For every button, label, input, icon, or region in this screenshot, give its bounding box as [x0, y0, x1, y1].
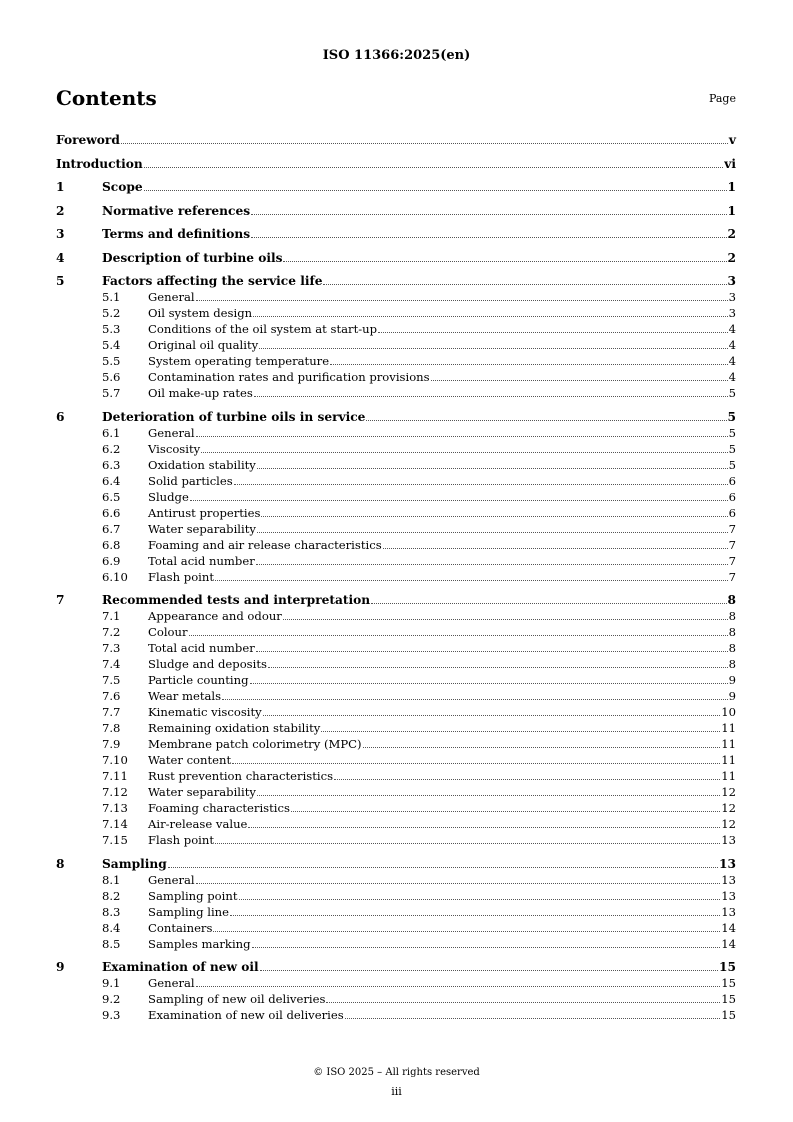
toc-entry-page: 12	[721, 801, 736, 815]
toc-entry-subclause[interactable]	[56, 424, 736, 440]
toc-entry-label: Antirust properties	[148, 505, 261, 520]
page-column-label: Page	[708, 92, 736, 105]
copyright-footer: © ISO 2025 – All rights reserved	[313, 1067, 480, 1078]
toc-entry-page: 4	[728, 338, 736, 352]
toc-entry-label: System operating temperature	[148, 354, 330, 368]
toc-entry-number: 8	[56, 856, 65, 871]
dot-leader	[250, 683, 728, 684]
dot-leader	[190, 500, 728, 501]
dot-leader	[213, 931, 720, 932]
toc-entry-label: Sampling	[102, 856, 167, 871]
toc-entry-number: 7.3	[102, 641, 121, 655]
toc-entry-page: 11	[721, 753, 736, 767]
toc-entry-page: 7	[728, 521, 736, 536]
toc-entry-number: 6.2	[102, 441, 121, 456]
toc-entry-page: 6	[728, 489, 736, 504]
dot-leader	[251, 214, 726, 215]
toc-entry-page: 14	[721, 920, 736, 935]
toc-entry-subclause[interactable]	[56, 671, 736, 687]
toc-entry-number: 8.5	[102, 936, 121, 951]
toc-entry-page: 7	[728, 537, 736, 552]
toc-entry-number: 7.5	[102, 673, 121, 687]
toc-entry-label: Foreword	[56, 133, 120, 147]
dot-leader	[431, 380, 728, 381]
toc-entry-page: 2	[727, 227, 736, 241]
dot-leader	[263, 715, 721, 716]
toc-entry-page: 13	[721, 888, 736, 903]
toc-entry-page: 11	[721, 769, 736, 783]
dot-leader	[256, 564, 728, 565]
toc-entry-label: General	[148, 872, 195, 887]
toc-entry-number: 7.4	[102, 657, 121, 671]
toc-entry-label: Water separability	[148, 785, 256, 799]
toc-entry-subclause[interactable]	[56, 719, 736, 735]
toc-entry-label: Oil make-up rates	[148, 386, 253, 400]
toc-entry-number: 6.7	[102, 521, 121, 536]
toc-entry-label: Sampling line	[148, 904, 230, 919]
toc-entry-page: 1	[727, 203, 736, 218]
toc-entry-number: 7.1	[102, 609, 121, 623]
toc-entry-subclause[interactable]	[56, 456, 736, 472]
toc-entry-clause[interactable]	[56, 854, 736, 871]
toc-entry-number: 7.15	[102, 833, 128, 847]
toc-entry-page: 13	[721, 904, 736, 919]
toc-entry-subclause[interactable]	[56, 1006, 736, 1022]
toc-entry-page: 5	[727, 409, 736, 424]
toc-entry-subclause[interactable]	[56, 488, 736, 504]
toc-entry-subclause[interactable]	[56, 368, 736, 384]
dot-leader	[363, 747, 721, 748]
toc-entry-number: 7.8	[102, 721, 121, 735]
toc-entry-clause[interactable]	[56, 154, 736, 171]
toc-entry-number: 2	[56, 203, 65, 218]
toc-entry-number: 5.7	[102, 386, 121, 400]
toc-entry-subclause[interactable]	[56, 799, 736, 815]
toc-entry-label: Sampling of new oil deliveries	[148, 992, 326, 1006]
toc-entry-number: 8.2	[102, 888, 121, 903]
dot-leader	[366, 420, 726, 421]
dot-leader	[321, 731, 720, 732]
dot-leader	[251, 237, 726, 238]
toc-entry-page: 6	[728, 473, 736, 488]
toc-entry-number: 6.4	[102, 473, 121, 488]
toc-entry-label: Containers	[148, 920, 213, 935]
dot-leader	[257, 532, 728, 533]
toc-entry-label: Membrane patch colorimetry (MPC)	[148, 737, 362, 751]
toc-entry-clause[interactable]	[56, 177, 736, 194]
dot-leader	[144, 167, 723, 168]
toc-entry-label: Contamination rates and purification provisions	[148, 370, 430, 384]
toc-entry-page: 5	[728, 457, 736, 472]
toc-entry-subclause[interactable]	[56, 568, 736, 584]
toc-entry-number: 6.5	[102, 489, 121, 504]
toc-entry-page: 9	[728, 673, 736, 687]
dot-leader	[261, 516, 727, 517]
toc-entry-subclause[interactable]	[56, 639, 736, 655]
dot-leader	[283, 619, 728, 620]
toc-entry-page: 6	[728, 505, 736, 520]
toc-entry-clause[interactable]	[56, 130, 736, 147]
toc-entry-clause[interactable]	[56, 271, 736, 288]
toc-entry-page: 8	[728, 609, 736, 623]
table-of-contents	[56, 130, 736, 1022]
dot-leader	[121, 143, 728, 144]
toc-entry-number: 6.6	[102, 505, 121, 520]
toc-entry-page: 15	[721, 1008, 736, 1022]
toc-entry-page: 9	[728, 689, 736, 703]
toc-entry-number: 6.10	[102, 569, 128, 584]
toc-entry-label: Flash point	[148, 569, 215, 584]
toc-entry-label: Examination of new oil	[102, 960, 259, 974]
toc-entry-number: 7.13	[102, 801, 128, 815]
toc-entry-label: Rust prevention characteristics	[148, 769, 334, 783]
dot-leader	[326, 1002, 720, 1003]
dot-leader	[257, 795, 720, 796]
dot-leader	[232, 763, 720, 764]
dot-leader	[291, 811, 720, 812]
toc-entry-number: 6.3	[102, 457, 121, 472]
toc-entry-page: 11	[721, 737, 736, 751]
toc-entry-page: 8	[728, 657, 736, 671]
dot-leader	[196, 300, 728, 301]
dot-leader	[345, 1018, 721, 1019]
toc-entry-subclause[interactable]	[56, 472, 736, 488]
toc-entry-label: Original oil quality	[148, 338, 259, 352]
toc-entry-label: Wear metals	[148, 689, 222, 703]
toc-entry-page: 3	[728, 290, 736, 304]
toc-entry-label: Foaming characteristics	[148, 801, 290, 815]
toc-entry-page: 12	[721, 817, 736, 831]
toc-entry-label: Sludge	[148, 489, 189, 504]
toc-entry-subclause[interactable]	[56, 903, 736, 919]
document-header: ISO 11366:2025(en)	[322, 48, 471, 63]
toc-entry-number: 3	[56, 227, 65, 241]
toc-entry-subclause[interactable]	[56, 815, 736, 831]
toc-entry-number: 5	[56, 274, 65, 288]
toc-entry-number: 6.1	[102, 425, 121, 440]
toc-entry-label: Description of turbine oils	[102, 250, 283, 265]
page-title: Contents	[56, 86, 157, 110]
dot-leader	[230, 915, 720, 916]
toc-entry-page: 8	[728, 641, 736, 655]
toc-entry-subclause[interactable]	[56, 831, 736, 847]
toc-entry-label: Water separability	[148, 521, 256, 536]
toc-entry-number: 7.9	[102, 737, 121, 751]
dot-leader	[168, 867, 718, 868]
toc-entry-clause[interactable]	[56, 224, 736, 241]
toc-entry-subclause[interactable]	[56, 288, 736, 304]
toc-entry-subclause[interactable]	[56, 919, 736, 935]
toc-entry-subclause[interactable]	[56, 504, 736, 520]
toc-entry-page: 5	[728, 441, 736, 456]
toc-entry-number: 8.1	[102, 872, 121, 887]
toc-entry-subclause[interactable]	[56, 751, 736, 767]
toc-entry-number: 7.6	[102, 689, 121, 703]
toc-entry-subclause[interactable]	[56, 974, 736, 990]
toc-entry-subclause[interactable]	[56, 336, 736, 352]
toc-entry-label: General	[148, 290, 195, 304]
toc-entry-page: 10	[721, 705, 736, 719]
dot-leader	[239, 899, 721, 900]
dot-leader	[257, 468, 728, 469]
toc-entry-label: Viscosity	[148, 441, 201, 456]
toc-entry-number: 5.1	[102, 290, 121, 304]
toc-entry-page: 15	[719, 960, 736, 974]
dot-leader	[196, 436, 728, 437]
toc-entry-number: 7.10	[102, 753, 128, 767]
dot-leader	[201, 452, 727, 453]
dot-leader	[144, 190, 727, 191]
toc-entry-label: Terms and definitions	[102, 227, 251, 241]
toc-entry-page: 12	[721, 785, 736, 799]
toc-entry-page: 4	[728, 354, 736, 368]
toc-entry-subclause[interactable]	[56, 623, 736, 639]
toc-entry-clause[interactable]	[56, 957, 736, 974]
toc-entry-subclause[interactable]	[56, 990, 736, 1006]
toc-entry-page: 8	[728, 625, 736, 639]
toc-entry-label: Colour	[148, 625, 188, 639]
toc-entry-number: 7.11	[102, 769, 128, 783]
toc-entry-label: Kinematic viscosity	[148, 705, 262, 719]
toc-entry-number: 7.2	[102, 625, 121, 639]
toc-entry-number: 9.2	[102, 992, 121, 1006]
toc-entry-page: 4	[728, 322, 736, 336]
toc-entry-page: 15	[721, 992, 736, 1006]
toc-entry-number: 8.4	[102, 920, 121, 935]
toc-entry-subclause[interactable]	[56, 871, 736, 887]
toc-entry-page: 13	[719, 856, 736, 871]
toc-entry-page: 11	[721, 721, 736, 735]
dot-leader	[378, 332, 728, 333]
toc-entry-label: Flash point	[148, 833, 215, 847]
toc-entry-subclause[interactable]	[56, 735, 736, 751]
toc-entry-label: Conditions of the oil system at start-up	[148, 322, 378, 336]
toc-entry-number: 9.1	[102, 976, 121, 990]
toc-entry-label: Oil system design	[148, 306, 253, 320]
toc-entry-subclause[interactable]	[56, 320, 736, 336]
dot-leader	[189, 635, 728, 636]
toc-entry-number: 7.7	[102, 705, 121, 719]
page-number: iii	[391, 1085, 402, 1098]
toc-entry-subclause[interactable]	[56, 384, 736, 400]
toc-entry-page: v	[728, 133, 736, 147]
toc-entry-number: 5.4	[102, 338, 121, 352]
toc-entry-page: 7	[728, 569, 736, 584]
dot-leader	[252, 947, 721, 948]
toc-entry-label: Examination of new oil deliveries	[148, 1008, 344, 1022]
dot-leader	[253, 316, 728, 317]
dot-leader	[334, 779, 720, 780]
toc-entry-label: Deterioration of turbine oils in service	[102, 409, 366, 424]
toc-entry-clause[interactable]	[56, 201, 736, 218]
toc-entry-label: Total acid number	[148, 553, 255, 568]
dot-leader	[254, 396, 728, 397]
toc-entry-page: 3	[728, 306, 736, 320]
toc-entry-page: 4	[728, 370, 736, 384]
toc-entry-label: Water content	[148, 753, 232, 767]
toc-entry-page: 13	[721, 872, 736, 887]
dot-leader	[234, 484, 728, 485]
toc-entry-number: 6	[56, 409, 65, 424]
toc-entry-page: vi	[724, 156, 736, 171]
toc-entry-subclause[interactable]	[56, 687, 736, 703]
toc-entry-label: Scope	[102, 180, 143, 194]
toc-entry-number: 5.2	[102, 306, 121, 320]
toc-entry-subclause[interactable]	[56, 935, 736, 951]
toc-entry-subclause[interactable]	[56, 783, 736, 799]
toc-entry-label: Total acid number	[148, 641, 255, 655]
toc-entry-page: 13	[721, 833, 736, 847]
toc-entry-subclause[interactable]	[56, 352, 736, 368]
toc-entry-subclause[interactable]	[56, 767, 736, 783]
dot-leader	[259, 348, 727, 349]
toc-entry-clause[interactable]	[56, 590, 736, 607]
toc-entry-subclause[interactable]	[56, 536, 736, 552]
toc-entry-label: Air-release value	[148, 817, 248, 831]
toc-entry-number: 4	[56, 250, 65, 265]
dot-leader	[323, 284, 726, 285]
dot-leader	[222, 699, 728, 700]
toc-entry-page: 8	[727, 593, 736, 607]
toc-entry-number: 5.6	[102, 370, 121, 384]
toc-entry-subclause[interactable]	[56, 607, 736, 623]
toc-entry-label: Remaining oxidation stability	[148, 721, 321, 735]
dot-leader	[196, 986, 721, 987]
toc-entry-number: 9.3	[102, 1008, 121, 1022]
dot-leader	[215, 843, 720, 844]
toc-entry-clause[interactable]	[56, 407, 736, 424]
toc-entry-label: General	[148, 976, 195, 990]
toc-entry-label: General	[148, 425, 195, 440]
toc-entry-number: 7	[56, 593, 65, 607]
toc-entry-label: Sampling point	[148, 888, 238, 903]
toc-entry-label: Recommended tests and interpretation	[102, 593, 371, 607]
dot-leader	[330, 364, 728, 365]
toc-entry-subclause[interactable]	[56, 655, 736, 671]
toc-entry-subclause[interactable]	[56, 552, 736, 568]
toc-entry-subclause[interactable]	[56, 520, 736, 536]
dot-leader	[215, 580, 728, 581]
dot-leader	[260, 970, 718, 971]
dot-leader	[371, 603, 726, 604]
toc-entry-page: 3	[727, 274, 736, 288]
toc-entry-number: 5.5	[102, 354, 121, 368]
toc-entry-label: Normative references	[102, 203, 251, 218]
toc-entry-page: 1	[727, 180, 736, 194]
toc-entry-subclause[interactable]	[56, 703, 736, 719]
toc-entry-number: 8.3	[102, 904, 121, 919]
toc-entry-number: 1	[56, 180, 65, 194]
toc-entry-page: 14	[721, 936, 736, 951]
toc-entry-label: Introduction	[56, 156, 143, 171]
toc-entry-page: 2	[727, 250, 736, 265]
dot-leader	[283, 261, 726, 262]
toc-entry-label: Particle counting	[148, 673, 249, 687]
toc-entry-page: 5	[728, 386, 736, 400]
toc-entry-subclause[interactable]	[56, 304, 736, 320]
dot-leader	[256, 651, 728, 652]
toc-entry-label: Foaming and air release characteristics	[148, 537, 382, 552]
toc-entry-label: Sludge and deposits	[148, 657, 267, 671]
toc-entry-label: Factors affecting the service life	[102, 274, 323, 288]
toc-entry-page: 15	[721, 976, 736, 990]
toc-entry-number: 7.12	[102, 785, 128, 799]
toc-entry-subclause[interactable]	[56, 440, 736, 456]
toc-entry-subclause[interactable]	[56, 887, 736, 903]
toc-entry-label: Oxidation stability	[148, 457, 256, 472]
toc-entry-label: Appearance and odour	[148, 609, 282, 623]
toc-entry-number: 6.8	[102, 537, 121, 552]
toc-entry-clause[interactable]	[56, 248, 736, 265]
toc-entry-page: 5	[728, 425, 736, 440]
dot-leader	[196, 883, 721, 884]
toc-entry-label: Solid particles	[148, 473, 233, 488]
toc-entry-number: 7.14	[102, 817, 128, 831]
toc-entry-page: 7	[728, 553, 736, 568]
dot-leader	[268, 667, 728, 668]
dot-leader	[383, 548, 728, 549]
toc-entry-number: 9	[56, 960, 65, 974]
toc-entry-number: 6.9	[102, 553, 121, 568]
dot-leader	[248, 827, 720, 828]
toc-entry-label: Samples marking	[148, 936, 251, 951]
toc-entry-number: 5.3	[102, 322, 121, 336]
